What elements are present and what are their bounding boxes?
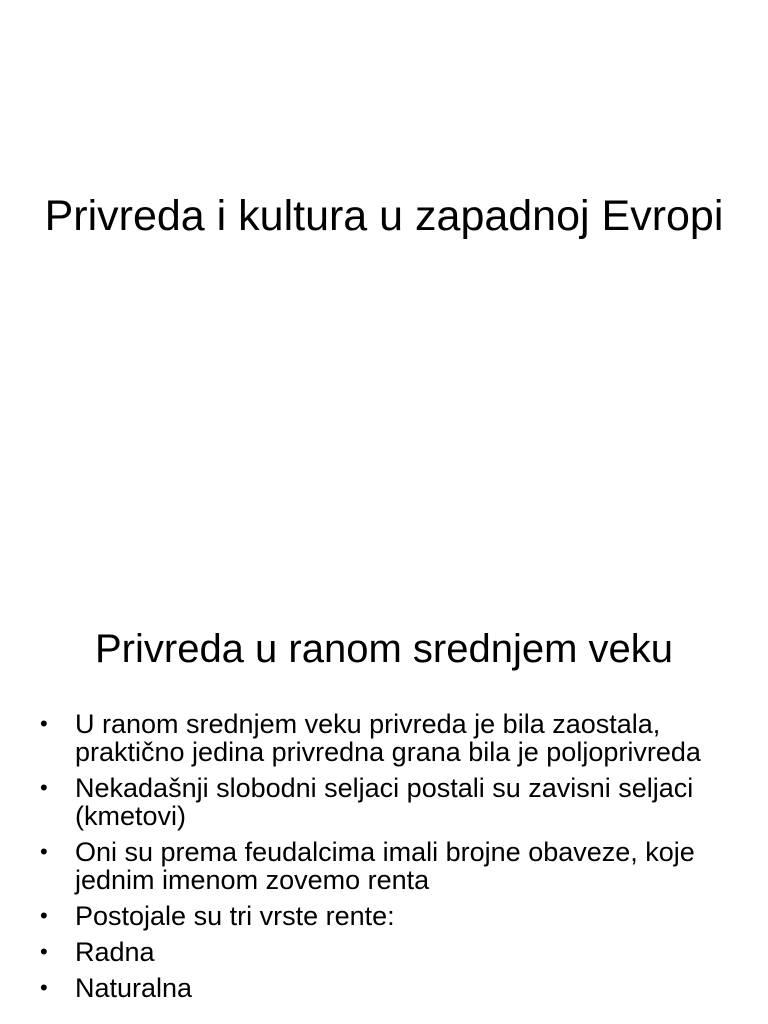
- bullet-list: [40, 710, 740, 1010]
- bullet-dot-icon: •: [40, 939, 48, 964]
- bullet-item: [40, 974, 740, 1002]
- bullet-item: [40, 938, 740, 966]
- slide-2: [0, 576, 768, 1024]
- bullet-item: [40, 838, 740, 894]
- bullet-text: Naturalna: [75, 973, 193, 1003]
- bullet-text: Nekadašnji slobodni seljaci postali su zavisni seljaci (kmetovi): [75, 773, 694, 831]
- slide-1-title: Privreda i kultura u zapadnoj Evropi: [44, 192, 724, 240]
- bullet-text: Postojale su tri vrste rente:: [75, 901, 395, 931]
- bullet-item: [40, 902, 740, 930]
- bullet-item: [40, 710, 740, 766]
- bullet-text: Oni su prema feudalcima imali brojne obaveze, koje jednim imenom zovemo renta: [75, 837, 695, 895]
- bullet-text: Radna: [75, 937, 155, 967]
- bullet-dot-icon: •: [40, 711, 48, 736]
- bullet-dot-icon: •: [40, 975, 48, 1000]
- bullet-dot-icon: •: [40, 839, 48, 864]
- slide-2-title: Privreda u ranom srednjem veku: [94, 627, 674, 671]
- bullet-dot-icon: •: [40, 775, 48, 800]
- bullet-item: [40, 774, 740, 830]
- bullet-dot-icon: •: [40, 903, 48, 928]
- bullet-text: U ranom srednjem veku privreda je bila zaostala, praktično jedina privredna grana bila je poljoprivreda: [75, 709, 701, 767]
